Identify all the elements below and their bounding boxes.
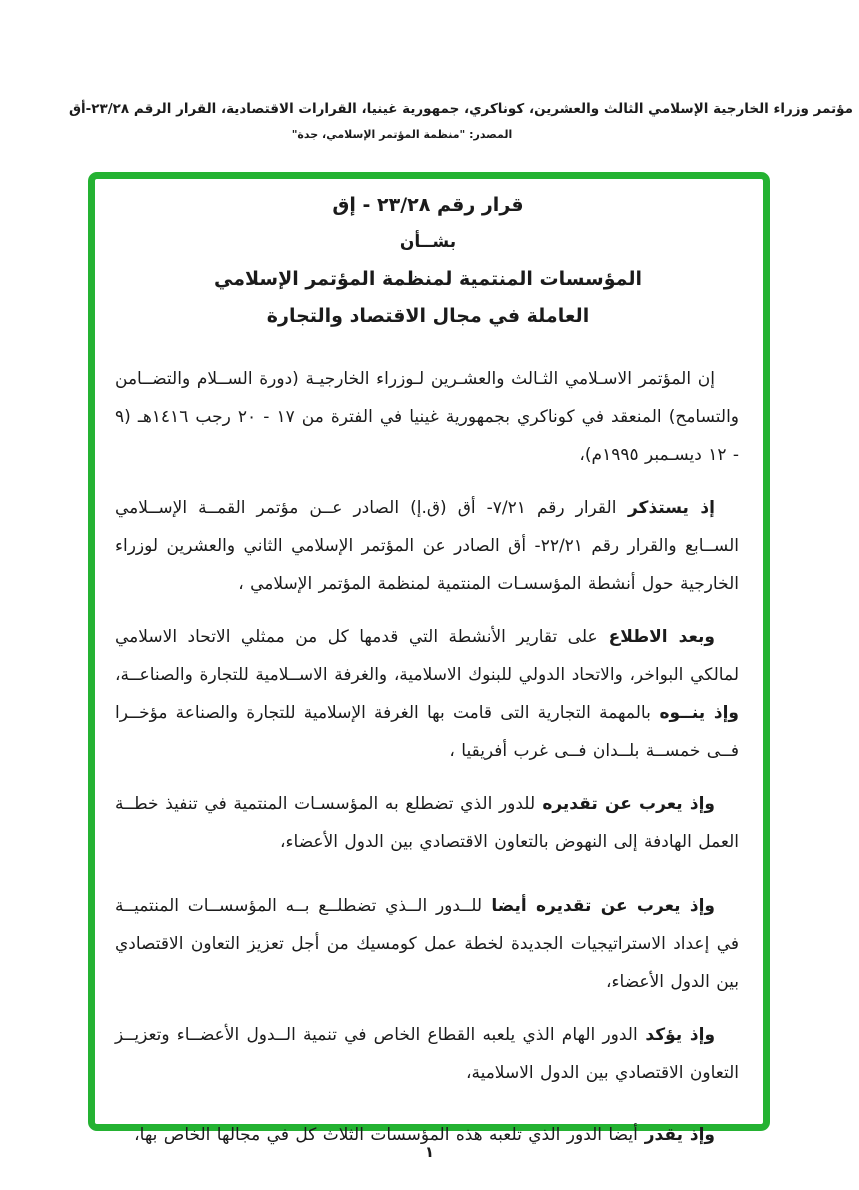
paragraph-text: بالمهمة التجارية التى قامت بها الغرفة الإسلامية للتجارة والصناعة مؤخــرا فــى خمســة بلــدان فــى غرب أفريقيا ، [115, 703, 739, 761]
paragraph-text: للدور الذي تضطلع به المؤسسـات المنتمية في تنفيذ خطــة العمل الهادفة إلى النهوض بالتعاون الاقتصادي بين الدول الأعضاء، [115, 794, 739, 852]
document-source-line: المصدر: "منظمة المؤتمر الإسلامي، جدة" [291, 128, 513, 141]
resolution-title-block [111, 187, 745, 335]
paragraph-lead-bold: وإذ يعرب عن تقديره أيضا [482, 896, 715, 916]
resolution-number-title: قرار رقم ٢٣/٢٨ - إق [332, 194, 524, 216]
paragraph-text: الدور الهام الذي يلعبه القطاع الخاص في تنمية الــدول الأعضــاء وتعزيــز التعاون الاقتصادي بين الدول الاسلامية، [115, 1025, 739, 1083]
page-number: ١ [424, 1143, 435, 1161]
body-paragraph [115, 360, 739, 474]
paragraph-text: القرار رقم ٧/٢١- أق (ق.إ) الصادر عــن مؤتمر القمــة الإســلامي الســابع والقرار رقم ٢٢/٢١- أق الصادر عن المؤتمر الإسلامي الثاني والعشرين لوزراء الخارجية حول أنشطة المؤسسـات المنتمية لمنظمة المؤتمر الإسلامي ، [115, 498, 739, 594]
paragraph-text: إن المؤتمر الاسـلامي الثـالث والعشـرين لـوزراء الخارجيـة (دورة الســلام والتضــامن والتسامح) المنعقد في كوناكري بجمهورية غينيا في الفترة من ١٧ - ٢٠ رجب ١٤١٦هـ (٩ - ١٢ ديسـمبر ١٩٩٥م)، [115, 369, 740, 465]
resolution-subject-line1: المؤسسات المنتمية لمنظمة المؤتمر الإسلامي [213, 268, 643, 290]
paragraph-lead-bold: وبعد الاطلاع [597, 627, 715, 647]
green-border-frame [88, 172, 770, 1145]
resolution-paragraphs [115, 360, 739, 1154]
document-header-citation: مؤتمر وزراء الخارجية الإسلامي الثالث والعشرين، كوناكري، جمهورية غينيا، القرارات الاقتصادية، القرار الرقم ٢٣/٢٨-أق [68, 101, 853, 117]
body-paragraph [115, 887, 739, 1001]
paragraph-lead-bold: وإذ يقدر [637, 1125, 715, 1145]
body-paragraph [115, 618, 739, 770]
paragraph-lead-bold: وإذ ينــوه [650, 703, 739, 723]
body-paragraph [115, 489, 739, 603]
body-paragraph [115, 785, 739, 861]
paragraph-lead-bold: وإذ يؤكد [637, 1025, 716, 1045]
paragraph-lead-bold: إذ يستذكر [616, 498, 715, 518]
resolution-concerning-label: بشــأن [399, 232, 457, 252]
paragraph-lead-bold: وإذ يعرب عن تقديره [535, 794, 715, 814]
body-paragraph [115, 1016, 739, 1092]
paragraph-text: على تقارير الأنشطة التي قدمها كل من ممثلي الاتحاد الاسلامي لمالكي البواخر، والاتحاد الدولي للبنوك الاسلامية، والغرفة الاســلامية للتجارة والصناعــة، [115, 627, 739, 685]
paragraph-text: أيضا الدور الذي تلعبه هذه المؤسسات الثلاث كل في مجالها الخاص بها، [134, 1125, 638, 1145]
paragraph-text: للــدور الــذي تضطلــع بــه المؤسســات المنتميــة في إعداد الاستراتيجيات الجديدة لخطة عمل كومسيك من أجل تعزيز التعاون الاقتصادي بين الدول الأعضاء، [115, 896, 739, 992]
resolution-subject-line2: العاملة في مجال الاقتصاد والتجارة [266, 305, 590, 327]
resolution-content [111, 179, 745, 1145]
